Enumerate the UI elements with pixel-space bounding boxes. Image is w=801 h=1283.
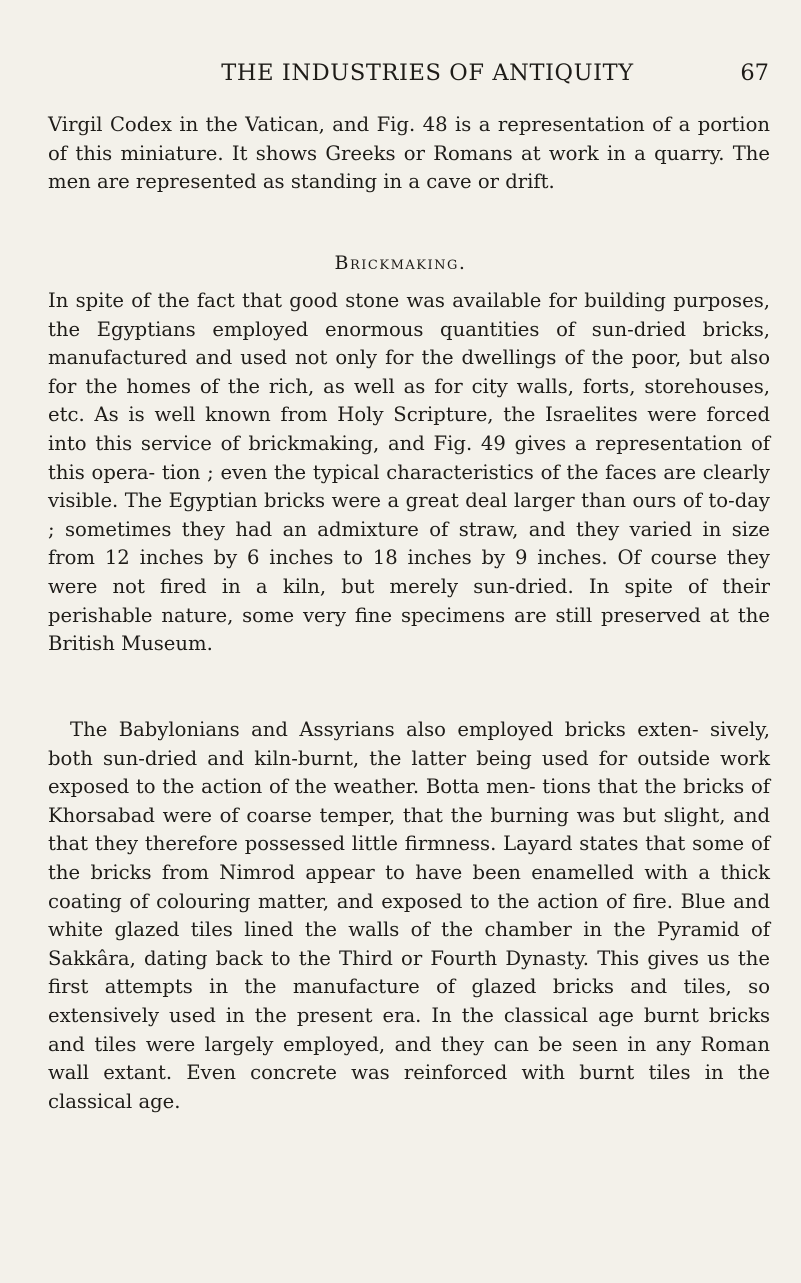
paragraph-intro: Virgil Codex in the Vatican, and Fig. 48 is a representation of a portion of this miniature. It shows Greeks or Romans at work in a quarry. The men are represented as standing in a cave or drift. [48,113,770,194]
section-heading: Brickmaking. [334,252,467,274]
page-title: THE INDUSTRIES OF ANTIQUITY [221,60,634,86]
paragraph-babylonians: The Babylonians and Assyrians also employed bricks exten- sively, both sun-dried and kiln-burnt, the latter being used for outside work exposed to the action of the weather. Botta men- tions that the bricks of Khorsabad were of coarse temper, that the burning was but slight, and that they therefore possessed little firmness. Layard states that some of the bricks from Nimrod appear to have been enamelled with a thick coating of colouring matter, and exposed to the action of fire. Blue and white glazed tiles lined the walls of the chamber in the Pyramid of Sakkâra, dating back to the Third or Fourth Dynasty. This gives us the first attempts in the manufacture of glazed bricks and tiles, so extensively used in the present era. In the classical age burnt bricks and tiles were largely employed, and they can be seen in any Roman wall extant. Even concrete was reinforced with burnt tiles in the classical age. [48,718,770,1113]
paragraph-brickmaking: In spite of the fact that good stone was available for building purposes, the Egyptians employed enormous quantities of sun-dried bricks, manufactured and used not only for the dwellings of the poor, but also for the homes of the rich, as well as for city walls, forts, storehouses, etc. As is well known from Holy Scripture, the Israelites were forced into this service of brickmaking, and Fig. 49 gives a representation of this opera- tion ; even the typical characteristics of the faces are clearly visible. The Egyptian bricks were a great deal larger than ours of to-day ; sometimes they had an admixture of straw, and they varied in size from 12 inches by 6 inches to 18 inches by 9 inches. Of course they were not fired in a kiln, but merely sun-dried. In spite of their perishable nature, some very fine specimens are still preserved at the British Museum. [48,289,770,656]
page-number: 67 [740,60,769,86]
running-head [48,58,769,94]
